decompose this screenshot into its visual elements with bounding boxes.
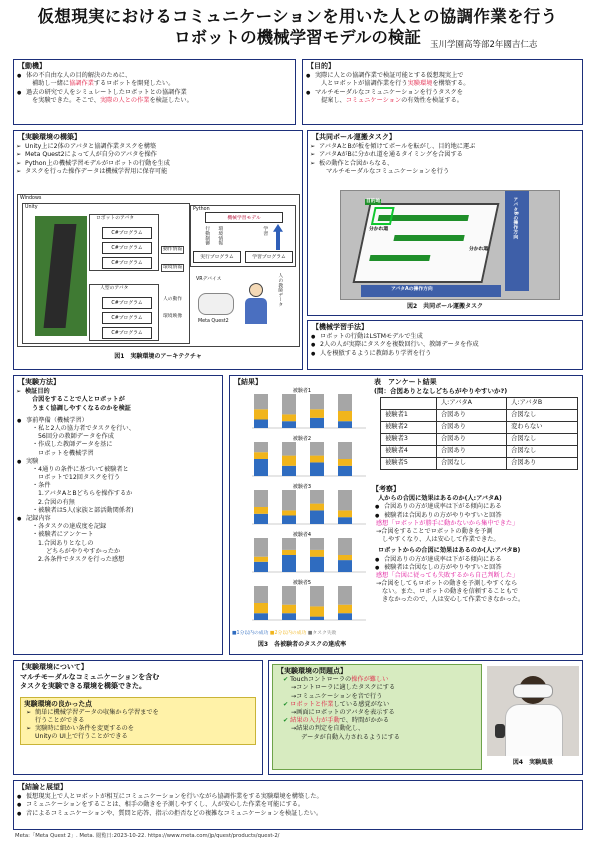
figure2-caption: 図2 共同ボール運搬タスク bbox=[406, 303, 484, 310]
bar-segment bbox=[310, 617, 324, 620]
bar-segment bbox=[338, 459, 352, 466]
bar-segment bbox=[282, 538, 296, 550]
bar-segment bbox=[310, 462, 324, 476]
bar-segment bbox=[310, 606, 324, 616]
bar-segment bbox=[338, 466, 352, 476]
results-title: 【結果】 bbox=[234, 378, 262, 386]
bar-segment bbox=[254, 562, 268, 572]
bar-segment bbox=[254, 394, 268, 409]
bar-segment bbox=[254, 538, 268, 557]
bar-segment bbox=[338, 490, 352, 510]
bar-segment bbox=[338, 613, 352, 620]
about-title: 【実験環境について】 bbox=[18, 663, 88, 671]
bar-segment bbox=[338, 538, 352, 555]
table-row: 被験者3 合図あり 合図なし bbox=[381, 434, 578, 446]
panel-title: 被験者1 bbox=[292, 388, 312, 394]
bar-segment bbox=[254, 586, 268, 603]
bar-segment bbox=[282, 421, 296, 428]
bar-segment bbox=[310, 550, 324, 557]
bar-segment bbox=[282, 442, 296, 456]
motive-title: 【動機】 bbox=[18, 62, 46, 70]
survey-subtitle: (問：合図ありとなしどちらがやりやすいか?) bbox=[374, 387, 508, 395]
env-title: 【実験環境の構築】 bbox=[18, 133, 81, 141]
bar-segment bbox=[338, 586, 352, 605]
bar-segment bbox=[338, 411, 352, 421]
bar-segment bbox=[254, 490, 268, 507]
bar-segment bbox=[254, 452, 268, 459]
bar-segment bbox=[338, 560, 352, 572]
architecture-figure: Windows Unity ロボットのアバタ C#プログラム C#プログラム C#プログラム 人型のアバタ C#プログラム C#プログラム C#プログラム 動作情報 環境情報 人の動作 環境映像 Python 機械学習モデル 実行プログラム 学習プログラム 行動制御 環境情報 学習 VRデバイス Meta Quest2 人の教師データ bbox=[17, 194, 300, 347]
discussion-block: 【考察】 人からの合図に効果はあるのか(人:アバタA) ● 合図ありの方が達成率は下がる傾向にある ● 被験者は合図ありの方がやりやすいと回答 感想「ロボットが勝手に動かないから集中できた」 →合図をすることでロボットの動きを予測 しやすくなり、人は安心して作業できた。 ロボットからの合図に効果はあるのか(人:アバタB) ● 合図ありの方が達成率は下がる傾向にある ● 被験者は合図なしの方がやりやすいと回答 感想「合図に従っても失敗するから自己判断した」 →合図をしてもロボットの動きを予測しやすくなら ない。また、ロボットの動きを信頼することもで きなかったので、人は安心して作業できなかった。 bbox=[372, 483, 582, 605]
experiment-photo bbox=[487, 666, 579, 756]
bar-segment bbox=[310, 538, 324, 550]
issues-box: 【実験環境の問題点】 ✔ Touchコントローラの操作が難しい →コントローラに適したタスクにする →コミュニケーションを音で行う ✔ ロボットと作業している感覚がない →画面にロボットのアバタを表示する ✔ 結果の入力が手動で、時間がかかる →結果の判定を自動化し、 データが自動入力されるようにする bbox=[272, 664, 482, 770]
bar-segment bbox=[338, 394, 352, 411]
motive-section: 【動機】 ● 体の不自由な人の目的解決のために、 補助し一緒に協調作業するロボットを開発したい。 ● 過去の研究で人をシミュレートしたロボットとの協調作業 を実験できた。そこで、実際の人との作業を検証したい。 bbox=[13, 59, 296, 125]
task-title: 【共同ボール運搬タスク】 bbox=[312, 133, 396, 141]
bar-segment bbox=[310, 504, 324, 511]
purpose-title: 【目的】 bbox=[307, 62, 335, 70]
issues-section bbox=[268, 660, 583, 775]
ml-section: 【機械学習手法】 ● ロボットの行動はLSTMモデルで生成 ● 2人の人が実際にタスクを複数回行い、教師データを作成 ● 人を模倣するように教師あり学習を行う bbox=[307, 320, 583, 370]
task-section: 【共同ボール運搬タスク】 ➢ アバタAとBが板を傾けてボールを転がし、目的地に運ぶ ➢ アバタAがBに分かれ道を通るタイミングを合図する ➢ 板の動作と合図からなる、 マルチモーダルなコミュニケーションを行う bbox=[307, 130, 583, 316]
bar-segment bbox=[282, 516, 296, 525]
bar-segment bbox=[282, 586, 296, 605]
bar-segment bbox=[282, 555, 296, 572]
env-item: ➢ タスクを行った操作データは機械学習用に保存可能 bbox=[14, 168, 302, 176]
bar-segment bbox=[310, 490, 324, 504]
table-header-row: 人:アバタA 人:アバタB bbox=[381, 398, 578, 410]
bar-segment bbox=[310, 456, 324, 463]
bar-segment bbox=[282, 613, 296, 620]
bar-segment bbox=[254, 442, 268, 452]
bar-segment bbox=[282, 510, 296, 515]
bar-segment bbox=[338, 510, 352, 517]
bar-segment bbox=[282, 490, 296, 510]
bar-segment bbox=[338, 555, 352, 560]
conclusion-title: 【結論と展望】 bbox=[18, 783, 67, 791]
conclusion-section: 【結論と展望】 ● 仮想現実上で人とロボットが相互にコミュニケーションを行いながら協調作業をする実験環境を構築した。 ● コミュニケーションをすることは、相手の動きを予測しやすくし、人が安心した作業を可能にする。 ● 音によるコミュニケーションや、質問と応答、指示の拒否などの複雑なコミュニケーションを検証したい。 bbox=[13, 780, 583, 830]
bar-segment bbox=[282, 605, 296, 614]
bar-segment bbox=[254, 459, 268, 476]
bar-segment bbox=[310, 510, 324, 524]
chart-legend: ■1分以内の成功 ■2分以内の成功 ■タスク失敗 bbox=[232, 631, 337, 636]
table-row: 被験者1 合図あり 合図なし bbox=[381, 410, 578, 422]
panel-title: 被験者3 bbox=[292, 484, 312, 490]
bar-segment bbox=[254, 613, 268, 620]
purpose-section: 【目的】 ● 実際に人との協調作業で検証可能とする仮想現実上で 人とロボットが協調作業を行う実験環境を構築する。 ● マルチモーダルなコミュニケーションを行うタスクを 提案し、コミュニケーションの有効性を検証する。 bbox=[302, 59, 583, 125]
bar-segment bbox=[254, 420, 268, 429]
person-icon bbox=[245, 283, 267, 327]
bar-segment bbox=[282, 414, 296, 421]
footer-reference: Meta:「Meta Quest 2」. Meta. 閲覧日:2023-10-22. https://www.meta.com/jp/quest/products/quest-2/ bbox=[15, 833, 280, 839]
task-figure: 目的地 分かれ道 分かれ道 アバタBの操作方向 アバタAの操作方向 bbox=[340, 190, 560, 300]
bar-segment bbox=[310, 394, 324, 409]
survey-title: 表 アンケート結果 bbox=[374, 378, 437, 386]
bar-segment bbox=[282, 466, 296, 476]
vr-headset-image bbox=[198, 293, 234, 315]
poster-title-line1: 仮想現実におけるコミュニケーションを用いた人との協調作業を行う bbox=[37, 7, 558, 26]
figure3-caption: 図3 各被験者のタスクの達成率 bbox=[257, 641, 347, 648]
method-title: 【実験方法】 bbox=[18, 378, 60, 386]
results-chart bbox=[232, 385, 370, 625]
bar-segment bbox=[254, 409, 268, 419]
unity-scene-image bbox=[35, 216, 87, 336]
author: 玉川学園高等部2年國吉仁志 bbox=[430, 40, 538, 50]
bar-segment bbox=[310, 442, 324, 456]
bar-segment bbox=[254, 603, 268, 613]
table-row: 被験者4 合図あり 合図なし bbox=[381, 446, 578, 458]
bar-segment bbox=[338, 517, 352, 524]
figure4-caption: 図4 実験風景 bbox=[512, 759, 554, 766]
env-item: ➢ Python上の機械学習モデルがロボットの行動を生成 bbox=[14, 160, 302, 168]
table-row: 被験者5 合図なし 合図あり bbox=[381, 458, 578, 470]
ml-title: 【機械学習手法】 bbox=[312, 323, 368, 331]
bar-segment bbox=[310, 418, 324, 428]
bar-segment bbox=[282, 394, 296, 414]
panel-title: 被験者2 bbox=[292, 436, 312, 442]
bar-segment bbox=[338, 605, 352, 614]
bar-segment bbox=[254, 507, 268, 514]
discussion-title: 【考察】 bbox=[372, 485, 400, 493]
env-item: ➢ Unity上に2体のアバタと協調作業タスクを構築 bbox=[14, 143, 302, 151]
table-row: 被験者2 合図あり 変わらない bbox=[381, 422, 578, 434]
bar-segment bbox=[310, 409, 324, 418]
bar-segment bbox=[338, 421, 352, 428]
poster-title-line2: ロボットの機械学習モデルの検証 bbox=[174, 28, 421, 47]
env-item: ➢ Meta Quest2によって人が自分のアバタを操作 bbox=[14, 151, 302, 159]
bar-segment bbox=[282, 550, 296, 555]
bar-segment bbox=[338, 442, 352, 459]
figure1-caption: 図1 実験環境のアーキテクチャ bbox=[114, 353, 202, 360]
method-section: 【実験方法】 ➢ 検証目的 合図をすることで人とロボットが うまく協調しやすくなるのかを検証 ● 事前準備（機械学習） ・私と2人の協力者でタスクを行い、 56回分の教師データを作成 ・作成した教師データを基に ロボットを機械学習 ● 実験 ・4通りの条件に基づいて被験者と ロボットで12回タスクを行う ・条件 1.アバタAとBどちらを操作するか 2.合図の有無 ・被験者は5人(家族と部活動関係者) ● 記録内容 ・各タスクの達成度を記録 ・被験者にアンケート 1.合図ありとなしの どちらがやりやすかったか 2.各条件でタスクを行った感想 bbox=[13, 375, 223, 655]
bar-segment bbox=[310, 557, 324, 572]
about-env-section: 【実験環境について】 マルチモーダルなコミュニケーションを含む タスクを実験できる環境を構築できた。 実験環境の良かった点 ➢ 簡単に機械学習データの収集から学習までを 行うことができる ➢ 実験時に細かい条件を変更するのを Unityの UI上で行うことができる bbox=[13, 660, 263, 775]
survey-table bbox=[380, 397, 578, 470]
bar-segment bbox=[282, 456, 296, 466]
bar-segment bbox=[310, 586, 324, 606]
bar-segment bbox=[254, 557, 268, 562]
good-points-box: 実験環境の良かった点 ➢ 簡単に機械学習データの収集から学習までを 行うことができる ➢ 実験時に細かい条件を変更するのを Unityの UI上で行うことができる bbox=[20, 697, 256, 746]
panel-title: 被験者5 bbox=[292, 580, 312, 586]
bar-segment bbox=[254, 514, 268, 524]
panel-title: 被験者4 bbox=[292, 532, 312, 538]
